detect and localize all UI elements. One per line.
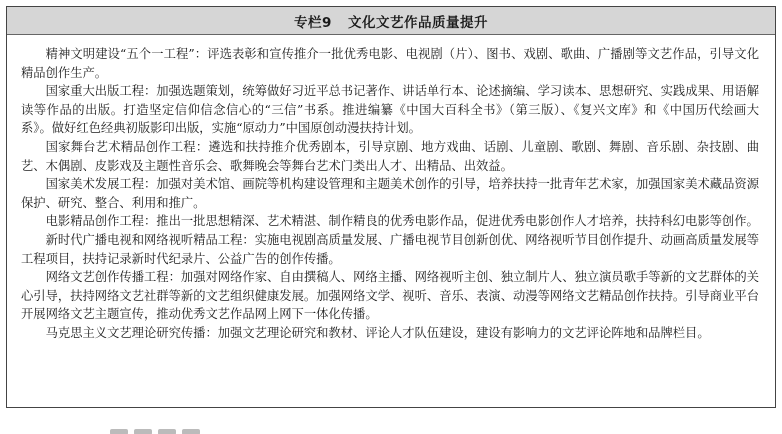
paragraph-online-art-project: 网络文艺创作传播工程：加强对网络作家、自由撰稿人、网络主播、网络视听主创、独立制片人、独立演员歌手等新的文艺群体的关心引导，扶持网络文艺社群等新的文艺组织健康发展。加强网络文学、视听、音乐、表演、动漫等网络文艺精品创作扶持。引导商业平台开展网络文艺主题宣传，推动优秀文艺作品网上网下一体化传播。 [21, 270, 759, 322]
paragraph-five-one-project: 精神文明建设“五个一工程”：评选表彰和宣传推介一批优秀电影、电视剧（片）、图书、戏剧、歌曲、广播剧等文艺作品，引导文化精品创作生产。 [21, 47, 759, 80]
paragraph-marxist-theory: 马克思主义文艺理论研究传播：加强文艺理论研究和教材、评论人才队伍建设，建设有影响力的文艺评论阵地和品牌栏目。 [45, 325, 710, 340]
box-content [7, 35, 775, 343]
paragraph-film-project: 电影精品创作工程：推出一批思想精深、艺术精湛、制作精良的优秀电影作品，促进优秀电影创作人才培养，扶持科幻电影等创作。 [45, 214, 759, 229]
paragraph-broadcast-project: 新时代广播电视和网络视听精品工程：实施电视剧高质量发展、广播电视节目创新创优、网络视听节目创作提升、动画高质量发展等工程项目，扶持记录新时代纪录片、公益广告的创作传播。 [21, 232, 759, 266]
box-title: 文化文艺作品质量提升 [347, 14, 488, 31]
feature-box [6, 6, 776, 408]
box-label: 专栏9 [294, 14, 332, 31]
paragraph-stage-art-project: 国家舞台艺术精品创作工程：遴选和扶持推介优秀剧本，引导京剧、地方戏曲、话剧、儿童剧、歌剧、舞剧、音乐剧、杂技剧、曲艺、木偶剧、皮影戏及主题性音乐会、歌舞晚会等舞台艺术门类出人才、出精品、出效益。 [21, 139, 759, 173]
paragraph-fine-art-project: 国家美术发展工程：加强对美术馆、画院等机构建设管理和主题美术创作的引导，培养扶持一批青年艺术家，加强国家美术藏品资源保护、研究、整合、利用和推广。 [21, 177, 759, 210]
paragraph-publishing-project: 国家重大出版工程：加强选题策划，统筹做好习近平总书记著作、讲话单行本、论述摘编、学习读本、思想研究、实践成果、用语解读等作品的出版。打造坚定信仰信念信心的“三信”书系。推进编纂《中国大百科全书》（第三版）、《复兴文库》和《中国历代绘画大系》。做好红色经典初版影印出版，实施“原动力”中国原创动漫扶持计划。 [21, 84, 759, 136]
box-header [7, 7, 775, 35]
cropped-next-line [110, 420, 240, 434]
